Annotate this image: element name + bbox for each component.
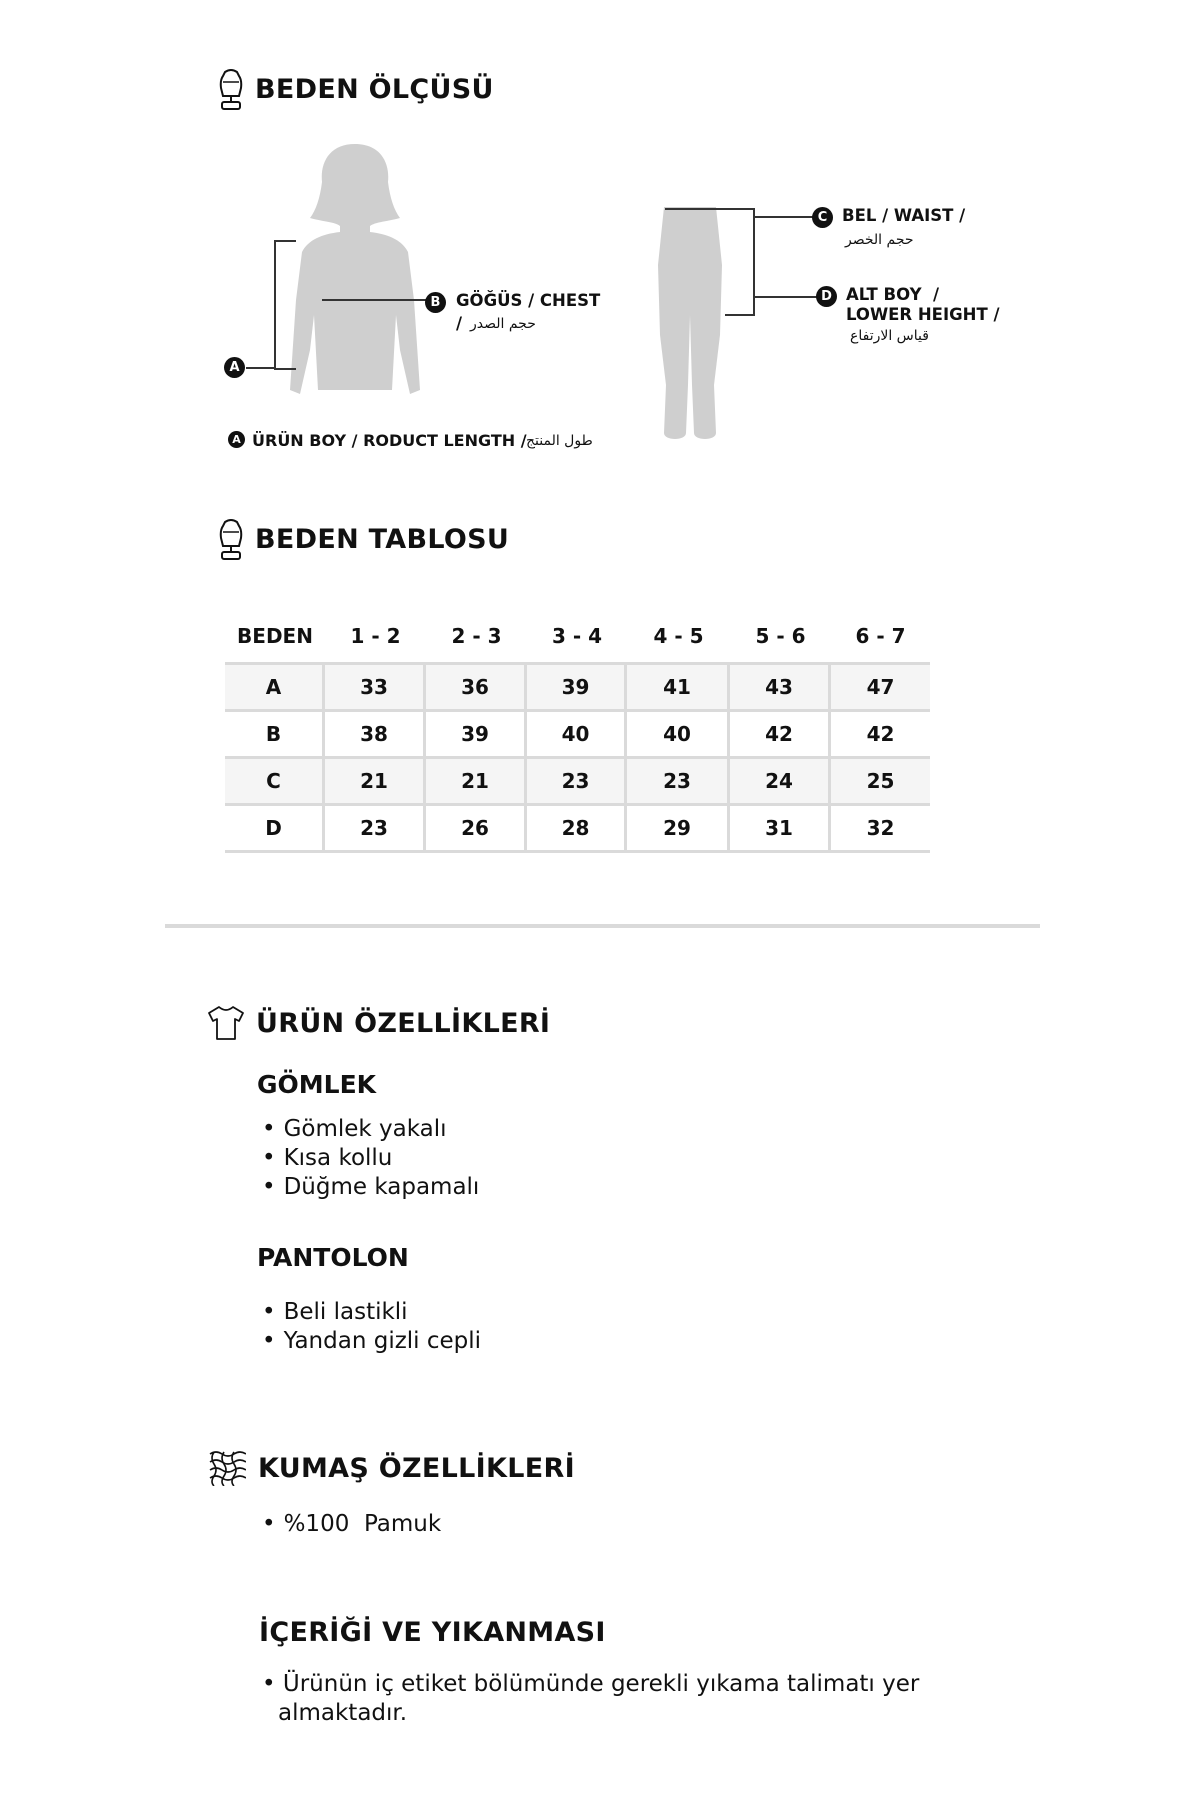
- shirt-title: GÖMLEK: [257, 1070, 377, 1099]
- lower-height-label-1: ALT BOY /: [846, 285, 940, 304]
- child-figure-illustration: [280, 140, 430, 405]
- table-cell: 21: [325, 759, 426, 806]
- waist-label: BEL / WAIST /: [842, 206, 966, 225]
- table-cell: 39: [527, 662, 627, 712]
- table-cell: C: [225, 759, 325, 806]
- table-cell: 23: [527, 759, 627, 806]
- table-cell: 38: [325, 712, 426, 759]
- waist-label-arabic: حجم الخصر: [845, 232, 914, 248]
- pants-illustration: [650, 205, 730, 445]
- care-text-line-1: [262, 1670, 919, 1699]
- table-cell: 26: [426, 806, 527, 853]
- lower-height-label-arabic: قياس الارتفاع: [850, 328, 929, 344]
- chest-label: GÖĞÜS / CHEST: [456, 291, 601, 310]
- table-cell: 39: [426, 712, 527, 759]
- care-section-title: İÇERİĞİ VE YIKANMASI: [259, 1617, 606, 1648]
- list-item: • Gömlek yakalı: [262, 1115, 479, 1144]
- table-cell: A: [225, 662, 325, 712]
- a-leader-line: [246, 367, 276, 369]
- table-cell: 29: [627, 806, 730, 853]
- a-bracket-vertical: [274, 240, 276, 370]
- table-cell: 21: [426, 759, 527, 806]
- table-cell: 36: [426, 662, 527, 712]
- size-table-header-cell: 6 - 7: [855, 624, 906, 648]
- c-marker: C: [812, 207, 833, 228]
- size-table: [225, 610, 930, 853]
- table-cell: 23: [325, 806, 426, 853]
- lower-leader: [755, 296, 817, 298]
- table-cell: 25: [831, 759, 930, 806]
- table-cell: 41: [627, 662, 730, 712]
- size-table-header-row: [225, 610, 930, 662]
- d-marker: D: [816, 286, 837, 307]
- table-cell: B: [225, 712, 325, 759]
- a-marker-legend: A: [228, 431, 245, 448]
- list-item: • Düğme kapamalı: [262, 1173, 479, 1202]
- list-item: • %100 Pamuk: [262, 1510, 441, 1539]
- chest-label-arabic: حجم الصدر: [470, 316, 536, 332]
- size-table-title: BEDEN TABLOSU: [255, 524, 510, 555]
- table-cell: 31: [730, 806, 831, 853]
- table-cell: 32: [831, 806, 930, 853]
- table-cell: 42: [831, 712, 930, 759]
- table-cell: 43: [730, 662, 831, 712]
- waist-leader: [755, 216, 813, 218]
- a-bracket-bottom: [274, 368, 296, 370]
- size-table-header-cell: 5 - 6: [755, 624, 806, 648]
- pants-bracket-vertical: [753, 208, 755, 316]
- care-text-1: Ürünün iç etiket bölümünde gerekli yıkama talimatı yer: [282, 1671, 920, 1697]
- waist-bracket-left: [665, 208, 755, 210]
- table-cell: 47: [831, 662, 930, 712]
- bullet: •: [262, 1671, 283, 1697]
- table-cell: 23: [627, 759, 730, 806]
- a-bracket-top: [274, 240, 296, 242]
- fabric-features-list: [262, 1510, 441, 1539]
- length-label: ÜRÜN BOY / RODUCT LENGTH /: [252, 431, 527, 450]
- table-cell: 24: [730, 759, 831, 806]
- table-cell: 40: [527, 712, 627, 759]
- product-section-title: ÜRÜN ÖZELLİKLERİ: [256, 1008, 551, 1039]
- table-cell: 33: [325, 662, 426, 712]
- table-cell: 42: [730, 712, 831, 759]
- b-marker: B: [425, 292, 446, 313]
- fabric-section-title: KUMAŞ ÖZELLİKLERİ: [258, 1453, 575, 1484]
- table-row: [225, 759, 930, 806]
- size-table-header-cell: 3 - 4: [551, 624, 603, 648]
- mannequin-icon: [215, 518, 247, 562]
- section-divider: [165, 924, 1040, 928]
- table-cell: D: [225, 806, 325, 853]
- list-item: • Beli lastikli: [262, 1298, 481, 1327]
- size-table-header-cell: 4 - 5: [653, 624, 704, 648]
- tshirt-icon: [207, 1005, 245, 1041]
- mannequin-icon: [215, 68, 247, 112]
- list-item: • Kısa kollu: [262, 1144, 479, 1173]
- table-row: [225, 662, 930, 712]
- measure-section-title: BEDEN ÖLÇÜSÜ: [255, 74, 494, 105]
- size-table-header-cell: 1 - 2: [350, 624, 401, 648]
- pants-features-list: [262, 1298, 481, 1356]
- list-item: • Yandan gizli cepli: [262, 1327, 481, 1356]
- shirt-features-list: [262, 1115, 479, 1202]
- chest-line: [322, 299, 426, 301]
- lower-bracket-bottom: [725, 314, 755, 316]
- table-row: [225, 712, 930, 759]
- lower-height-label-2: LOWER HEIGHT /: [846, 305, 1000, 324]
- chest-label-slash: /: [456, 314, 463, 333]
- size-table-header-cell: BEDEN: [237, 624, 313, 648]
- fabric-icon: [208, 1450, 246, 1486]
- table-cell: 40: [627, 712, 730, 759]
- a-marker: A: [224, 357, 245, 378]
- size-table-header-cell: 2 - 3: [451, 624, 502, 648]
- table-cell: 28: [527, 806, 627, 853]
- length-label-arabic: طول المنتج: [526, 433, 593, 449]
- care-text-2: almaktadır.: [278, 1700, 408, 1726]
- care-text: [262, 1670, 919, 1728]
- pants-title: PANTOLON: [257, 1243, 409, 1272]
- table-row: [225, 806, 930, 853]
